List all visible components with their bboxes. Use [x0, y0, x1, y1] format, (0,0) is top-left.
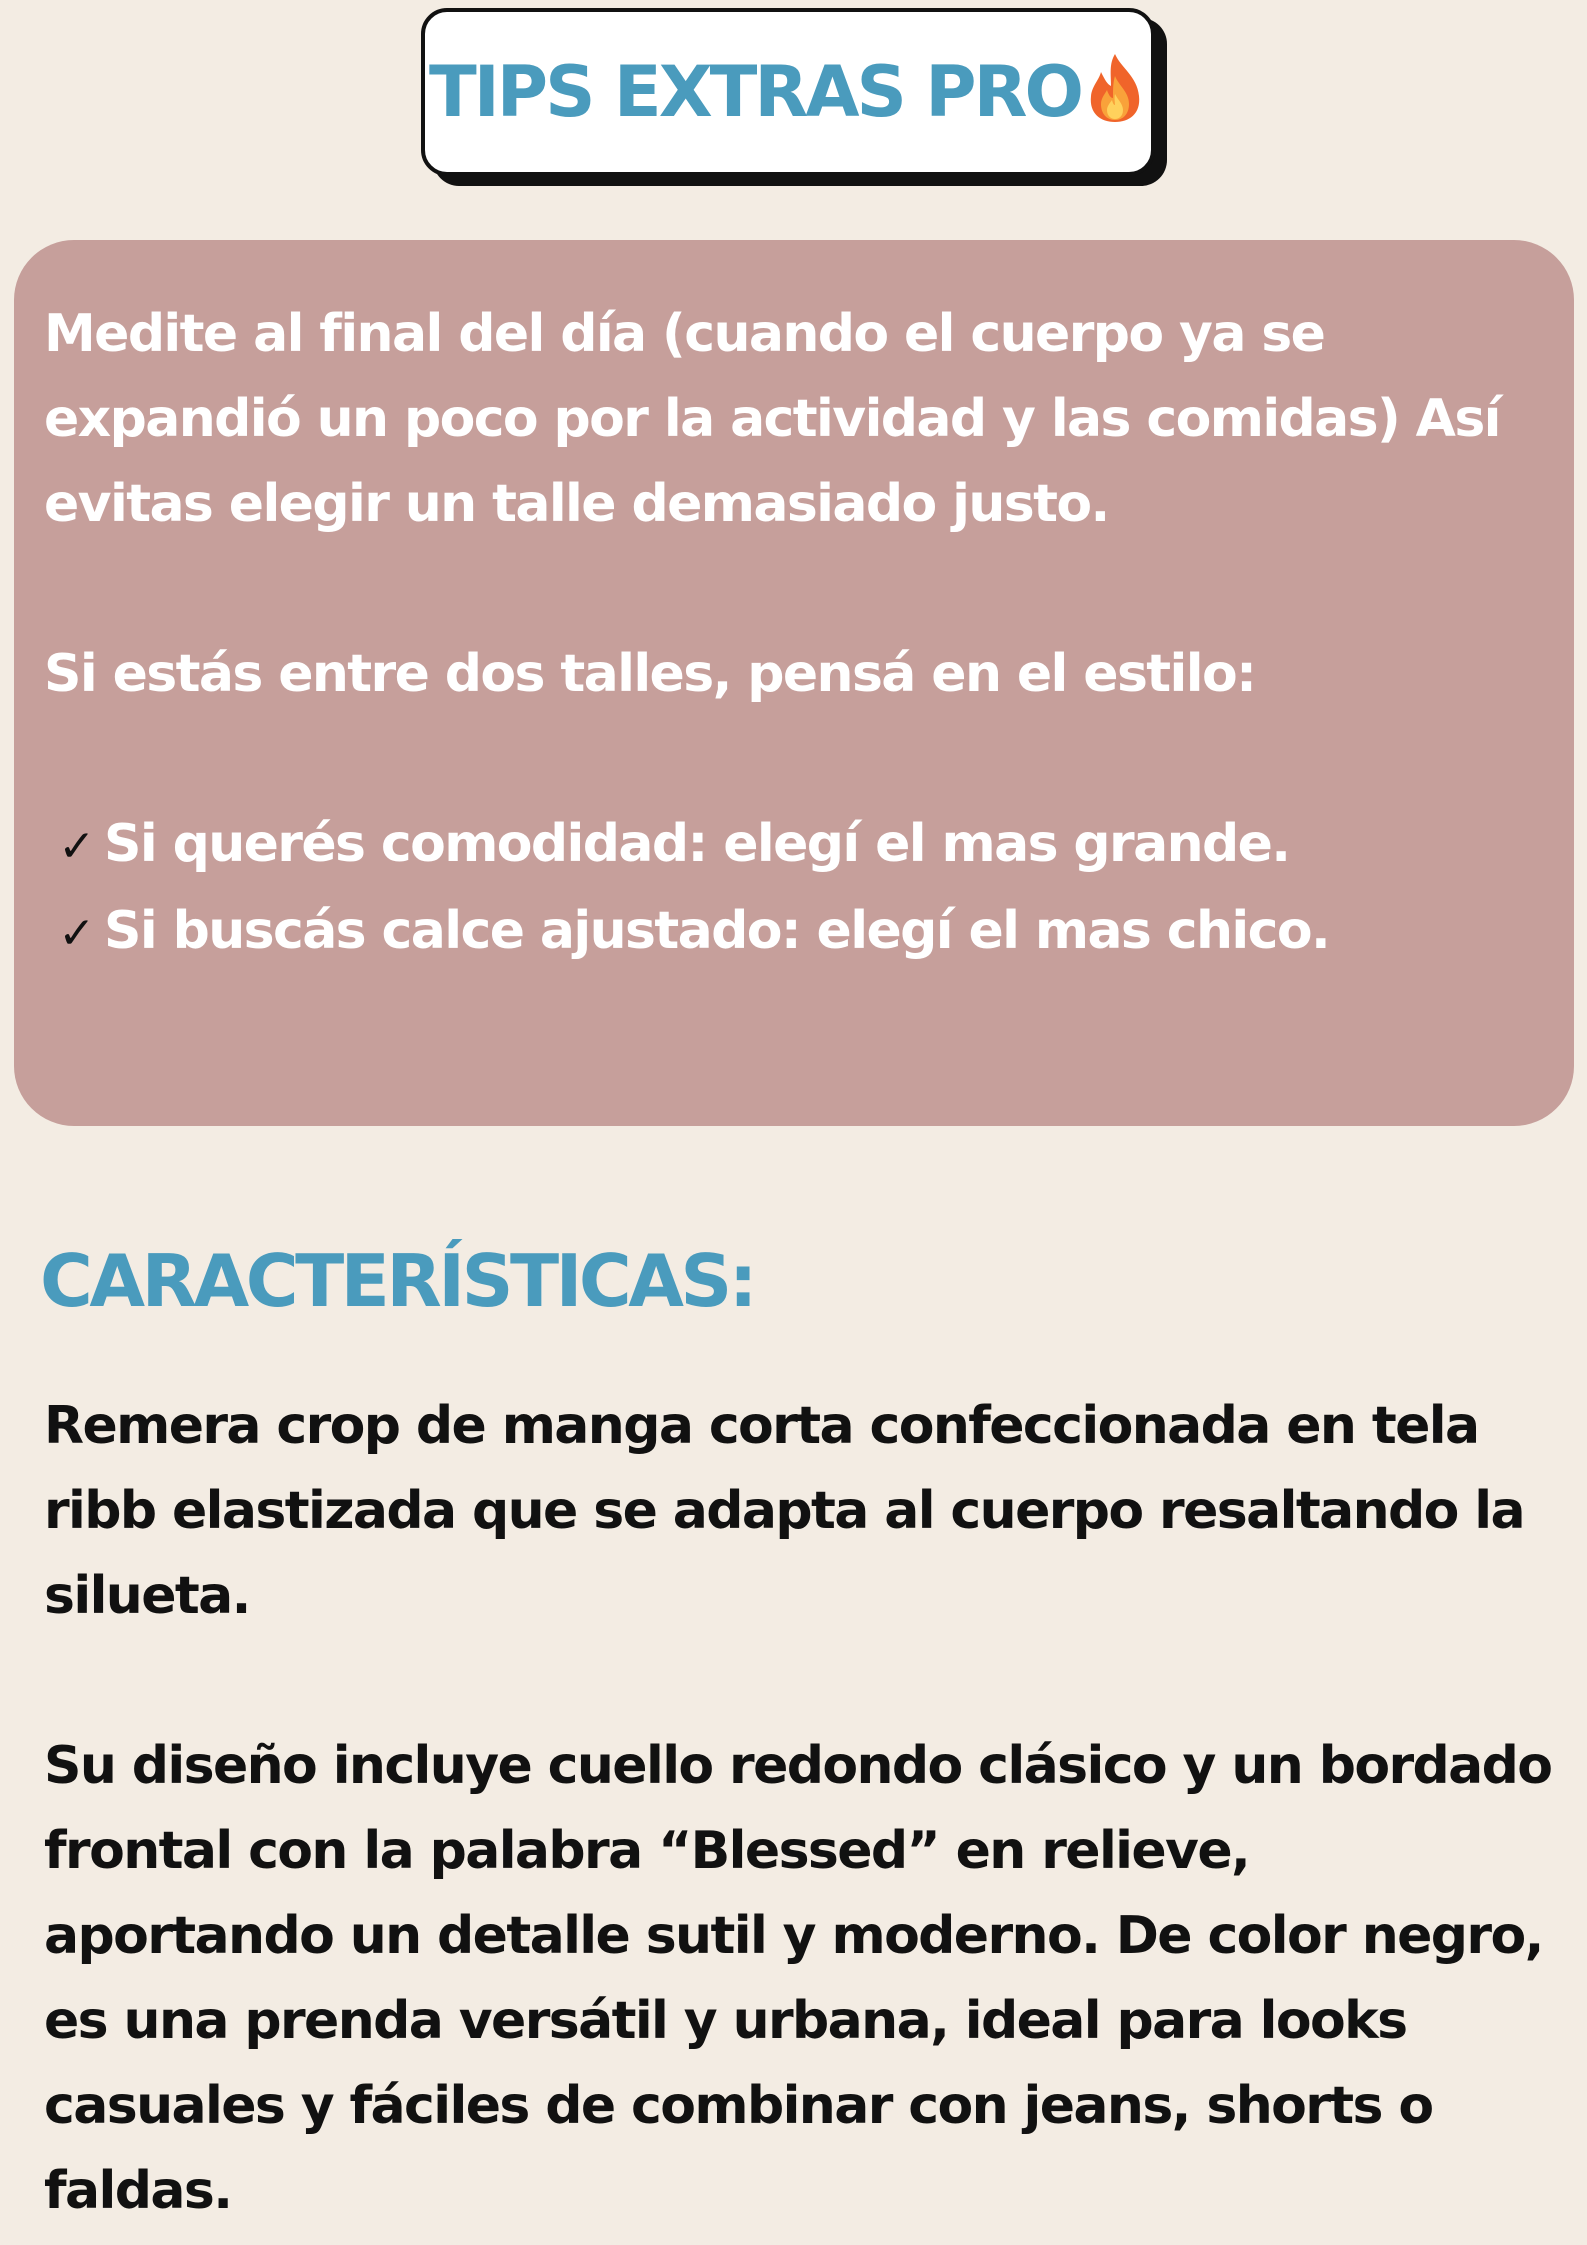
features-description [44, 1384, 1554, 2234]
page-title-text: TIPS EXTRAS PRO [429, 51, 1081, 133]
tips-paragraph-between-sizes: Si estás entre dos talles, pensá en el estilo: [44, 644, 1256, 704]
tips-list-item-text: Si buscás calce ajustado: elegí el mas chico. [104, 901, 1330, 961]
features-paragraph-fabric: Remera crop de manga corta confeccionada en tela ribb elastizada que se adapta al cuerpo resaltando la silueta. [44, 1396, 1524, 1626]
title-banner [421, 8, 1155, 176]
tips-paragraph-timing: Medite al final del día (cuando el cuerpo ya se expandió un poco por la actividad y las comidas) Así evitas elegir un talle demasiado justo. [44, 304, 1500, 534]
page-title [429, 51, 1147, 133]
tips-list-item [44, 889, 1554, 976]
fire-icon [1083, 52, 1147, 124]
tips-card [14, 240, 1574, 1126]
tips-list-item [44, 802, 1554, 889]
tips-list [44, 802, 1554, 976]
check-icon: ✓ [58, 908, 94, 959]
features-paragraph-design: Su diseño incluye cuello redondo clásico y un bordado frontal con la palabra “Blessed” en relieve, aportando un detalle sutil y moderno. De color negro, es una prenda versátil y urbana, ideal para looks casuales y fáciles de combinar con jeans, shorts o faldas. [44, 1736, 1552, 2221]
features-heading: CARACTERÍSTICAS: [40, 1239, 755, 1323]
check-icon: ✓ [58, 821, 94, 872]
tips-list-item-text: Si querés comodidad: elegí el mas grande. [104, 814, 1290, 874]
